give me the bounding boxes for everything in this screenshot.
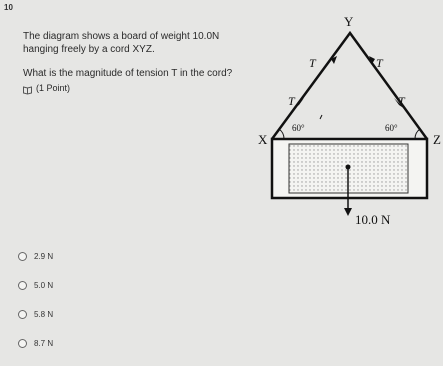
centre-of-gravity [346,165,351,170]
option-3[interactable] [18,308,53,321]
question-text-line1: The diagram shows a board of weight 10.0N [23,31,220,42]
diagram [248,8,441,246]
option-2[interactable] [18,279,53,292]
angle-arc-right [415,129,420,139]
angle-label-left: 60° [292,123,305,133]
tick-mark [320,115,322,119]
option-label: 8.7 N [34,339,54,348]
label-y: Y [344,14,354,29]
option-label: 2.9 N [34,252,54,261]
diagram-svg [248,8,441,246]
angle-label-right: 60° [385,123,398,133]
radio-button[interactable] [18,339,27,348]
option-1[interactable] [18,250,53,263]
immersive-reader-icon[interactable] [23,85,32,93]
option-4[interactable] [18,337,53,350]
answer-options [18,250,53,366]
option-label: 5.8 N [34,310,54,319]
label-z: Z [433,132,441,147]
radio-button[interactable] [18,310,27,319]
label-x: X [258,132,268,147]
points-row [23,82,243,95]
question-text [23,30,243,56]
option-label: 5.0 N [34,281,54,290]
question-text-line2: hanging freely by a cord XYZ. [23,44,155,55]
question-prompt: What is the magnitude of tension T in the cord? [23,68,233,79]
weight-label: 10.0 N [355,212,391,227]
radio-button[interactable] [18,281,27,290]
radio-button[interactable] [18,252,27,261]
tension-label-upper-left: T [309,56,316,70]
weight-arrowhead [344,208,352,216]
question-number: 10 [4,3,13,12]
tension-label-lower-left: T [288,94,295,108]
tension-label-upper-right: T [376,56,383,70]
points-label: (1 Point) [36,83,71,93]
question-block [23,30,243,95]
tension-label-lower-right: T [398,94,405,108]
